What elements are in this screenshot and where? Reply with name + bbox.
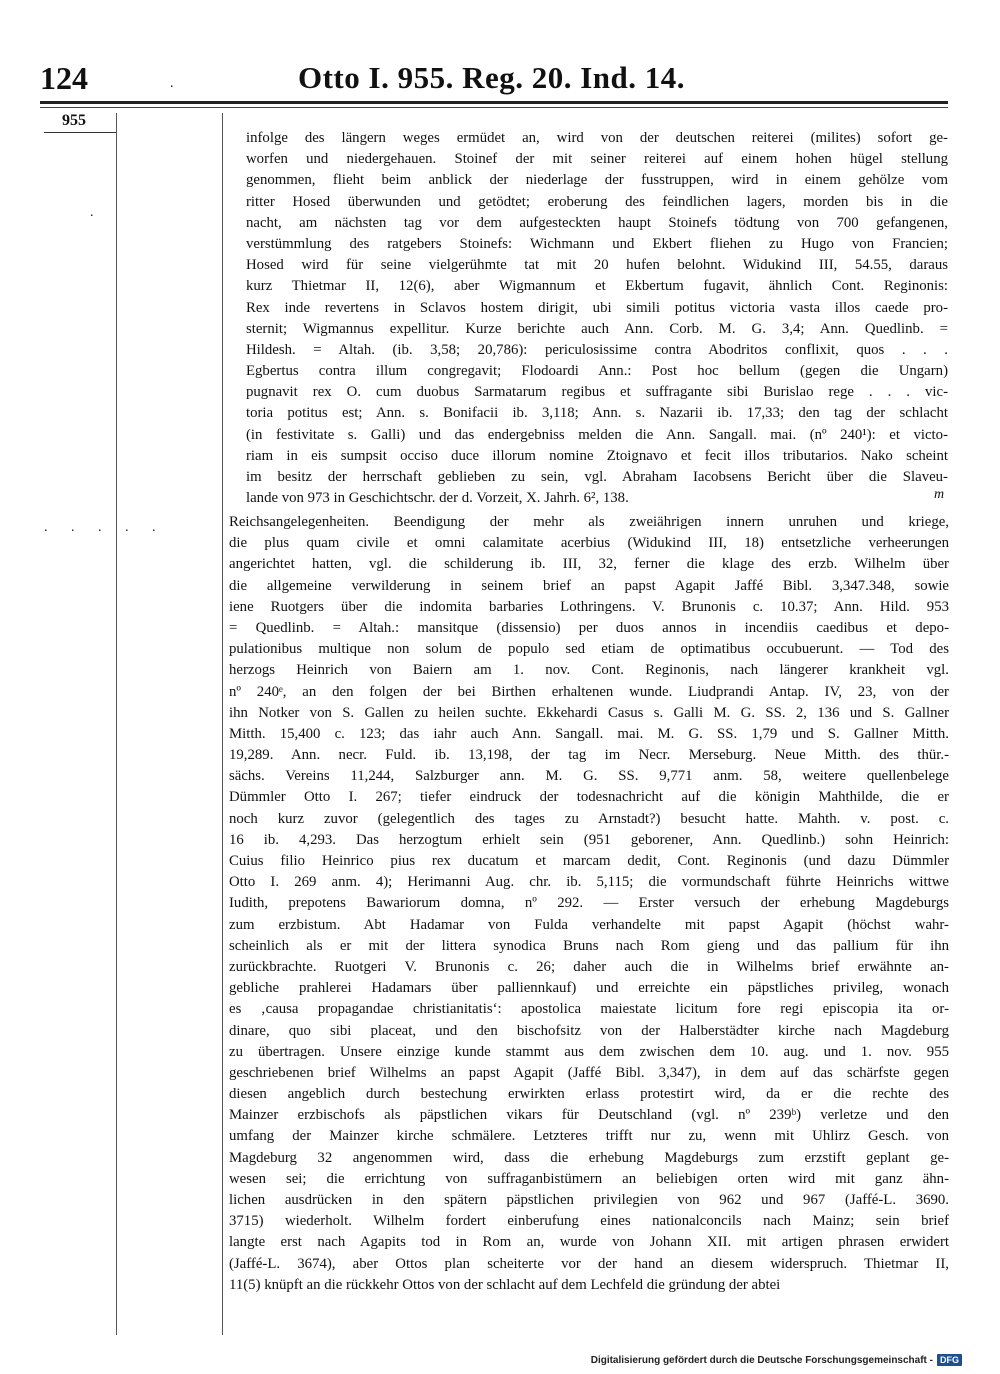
text-line: lande von 973 in Geschichtschr. der d. Vorzeit, X. Jahrh. 6², 138. (246, 490, 629, 507)
margin-dot: . (170, 76, 174, 91)
text-line: toria potitus est; Ann. s. Bonifacii ib. 3,118; Ann. s. Nazarii ib. 17,33; den tag der schlacht (246, 405, 948, 422)
text-line: iene Ruotgers über die indomita barbaries Lothringens. V. Brunonis c. 10.37; Ann. Hild. 953 (229, 598, 949, 615)
text-line: die plus quam civile et omni calamitate acerbius (Widukind III, 18) entsetzliche verheerungen (229, 535, 949, 552)
text-line: die allgemeine verwilderung in seinem brief an papst Agapit Jaffé Bibl. 3,347.348, sowie (229, 577, 949, 594)
editor-signature: m (934, 487, 945, 502)
text-line: pulationibus multique non solum de populo sed etiam de optimatibus occubuerunt. — Tod des (229, 641, 949, 658)
running-head: Otto I. 955. Reg. 20. Ind. 14. (298, 60, 686, 95)
text-line: im besitz der herrschaft geblieben zu sein, vgl. Abraham Iacobsens Bericht über die Slaveu- (246, 469, 948, 485)
text-line: kurz Thietmar II, 12(6), aber Wigmannum et Ekbertum fugavit, ähnlich Cont. Reginonis: (246, 278, 948, 295)
text-line: infolge des längern weges ermüdet an, wird von der deutschen reiterei (milites) sofort ge- (246, 130, 948, 146)
text-line: wesen sei; die errichtung von suffraganbistümern an beliebigen orten wird mit ganz ähn- (229, 1170, 949, 1187)
text-line: Cuius filio Heinrico pius rex ducatum et marcam dedit, Cont. Reginonis (und dazu Dümmler (229, 853, 949, 869)
text-line: angerichtet hatten, vgl. die schilderung ib. III, 32, ferner die klage des erzb. Wilhelm über (229, 556, 949, 573)
text-line: Rex inde revertens in Sclavos hostem dirigit, ubi simili potitus victoria vasta illos caede pro- (246, 299, 948, 316)
text-line: gebliche prahlerei Hadamars über palliennkauf) und erreichte ein päpstliches privileg, wonach (229, 980, 949, 997)
text-line: nº 240ᵉ, an den folgen der bei Birthen erhaltenen wunde. Liudprandi Antap. IV, 23, von der (229, 683, 949, 700)
margin-year-underline (44, 132, 116, 133)
text-line: noch kurz zuvor (gelegentlich des tages zu Arnstadt?) besucht hatte. Mahth. v. post. c. (229, 810, 949, 827)
footer-credit (591, 1354, 962, 1366)
text-line: 11(5) knüpft an die rückkehr Ottos von der schlacht auf dem Lechfeld die gründung der abtei (229, 1276, 781, 1293)
text-line: riam in eis sumpsit occiso duce illorum nomine Ztoignavo et fecit illos tributarios. Nako scheint (246, 447, 948, 464)
text-line: (Jaffé-L. 3674), aber Ottos plan scheiterte vor der hand an diesem widerspruch. Thietmar II, (229, 1255, 949, 1272)
column-rule-left (116, 113, 117, 1335)
header-rule-thick (40, 101, 948, 104)
text-line: zu übertragen. Unsere einzige kunde stammt aus dem zwischen dem 10. aug. und 1. nov. 955 (229, 1043, 949, 1060)
header-rule-thin (40, 107, 948, 108)
column-rule-right (222, 113, 223, 1335)
text-line: sternit; Wigmannus expellitur. Kurze berichte auch Ann. Corb. M. G. 3,4; Ann. Quedlinb. = (246, 320, 948, 337)
margin-dot: . (90, 205, 94, 220)
text-line: Reichsangelegenheiten. Beendigung der mehr als zweiährigen innern unruhen und kriege, (229, 514, 949, 530)
dfg-logo: DFG (937, 1354, 962, 1366)
page-number: 124 (40, 60, 88, 96)
text-line: Mitth. 15,400 c. 123; das iahr auch Ann. Sangall. mai. M. G. SS. 1,79 und S. Gallner Mitth. (229, 725, 949, 742)
text-line: Dümmler Otto I. 267; tiefer eindruck der todesnachricht auf die königin Mahthilde, die er (229, 789, 949, 806)
text-line: langte erst nach Agapits tod in Rom an, wurde von Johann XII. mit artigen phrasen erwidert (229, 1234, 949, 1251)
margin-dot-leader: . . . . . (44, 520, 166, 535)
text-line: 19,289. Ann. necr. Fuld. ib. 13,198, der tag im Necr. Merseburg. Neue Mitth. des thür.- (229, 747, 949, 764)
text-line: Hildesh. = Altah. (ib. 3,58; 20,786): periculosissime contra Abodritos conflixit, quos . . . (246, 341, 948, 358)
text-line: es ‚causa propagandae christianitatis‘: apostolica maiestate licitum fore regi episcopia ita or- (229, 1001, 949, 1018)
text-line: herzogs Heinrich von Baiern am 1. nov. Cont. Reginonis, nach längerer krankheit vgl. (229, 662, 949, 679)
text-line: Hosed wird für seine vielgerühmte tat mit 20 hufen belohnt. Widukind III, 54.55, daraus (246, 257, 948, 274)
text-line: Magdeburg 32 angenommen wird, dass die erhebung Magdeburgs zum erzstift geplant ge- (229, 1149, 949, 1166)
text-line: genommen, flieht beim anblick der niederlage der fusstruppen, wird in einem gehölze vom (246, 172, 948, 189)
text-line: Egbertus contra illum congregavit; Flodoardi Ann.: Post hoc bellum (gegen die Ungarn) (246, 363, 948, 380)
text-line: ritter Hosed überwunden und getödtet; eroberung des feindlichen lagers, morden bis in die (246, 193, 948, 210)
text-line: = Quedlinb. = Altah.: mansitque (dissensio) per duos annos in incendiis caedibus et depo- (229, 619, 949, 636)
margin-year: 955 (62, 112, 86, 129)
text-line: geschriebenen brief Wilhelms an papst Agapit (Jaffé Bibl. 3,347), in dem auf das schärfste gegen (229, 1064, 949, 1081)
text-line: lichen ausdrücken in den spätern päpstlichen privilegien von 962 und 967 (Jaffé-L. 3690. (229, 1192, 949, 1208)
text-line: 16 ib. 4,293. Das herzogtum erhielt sein (951 geborener, Ann. Quedlinb.) sohn Heinrich: (229, 831, 949, 848)
text-line: umfang der Mainzer kirche schmälere. Letzteres trifft nur zu, wenn mit Uhlirz Gesch. von (229, 1128, 949, 1145)
text-line: sächs. Vereins 11,244, Salzburger ann. M. G. SS. 9,771 anm. 58, weitere quellenbelege (229, 768, 949, 785)
text-line: (in festivitate s. Galli) und das endergebniss melden die Ann. Sangall. mai. (nº 240¹): et victo- (246, 426, 948, 443)
text-line: dinare, quo sibi placeat, und den bischofsitz von der Halberstädter kirche nach Magdeburg (229, 1022, 949, 1039)
text-line: nacht, am nächsten tag vor dem aufgesteckten haupt Stoinefs tödtung von 700 gefangenen, (246, 214, 948, 231)
text-line: zurückbrachte. Ruotgeri V. Brunonis c. 26; daher auch die in Wilhelms brief erwähnte an- (229, 958, 949, 975)
text-line: worfen und niedergehauen. Stoinef der mit seiner reiterei auf einem hohen hügel stellung (246, 151, 948, 168)
text-line: diesen angeblich durch bestechung erwirkten erlass protestirt wird, da er die rechte des (229, 1086, 949, 1103)
text-line: Mainzer erzbischofs als päpstlichen vikars für Deutschland (vgl. nº 239ᵇ) verletze und den (229, 1107, 949, 1124)
entry-continuation (246, 128, 948, 509)
entry-reichsangelegenheiten (229, 512, 949, 1296)
text-line: zum erzbistum. Abt Hadamar von Fulda verhandelte mit papst Agapit (höchst wahr- (229, 916, 949, 933)
footer-text: Digitalisierung gefördert durch die Deutsche Forschungsgemeinschaft - (590, 1354, 933, 1366)
text-line: Otto I. 269 anm. 4); Herimanni Aug. chr. ib. 5,115; die vormundschaft führte Heinrichs wittwe (229, 874, 949, 891)
text-line: pugnavit rex O. cum duobus Sarmatarum regibus et suffragante sibi Burislao rege . . . vic- (246, 384, 948, 401)
text-line: 3715) wiederholt. Wilhelm fordert einberufung eines nationalconcils nach Mainz; sein brief (229, 1213, 949, 1230)
text-line: verstümmlung des ratgebers Stoinefs: Wichmann und Ekbert fliehen zu Hugo von Francien; (246, 235, 948, 252)
text-line: scheinlich als er mit der littera synodica Bruns nach Rom gieng und das pallium für ihn (229, 937, 949, 954)
text-line: ihn Notker von S. Gallen zu heilen suchte. Ekkehardi Casus s. Galli M. G. SS. 2, 136 und S. Gallner (229, 704, 949, 721)
text-line: Iudith, prepotens Bawariorum domna, nº 292. — Erster versuch der erhebung Magdeburgs (229, 895, 949, 912)
